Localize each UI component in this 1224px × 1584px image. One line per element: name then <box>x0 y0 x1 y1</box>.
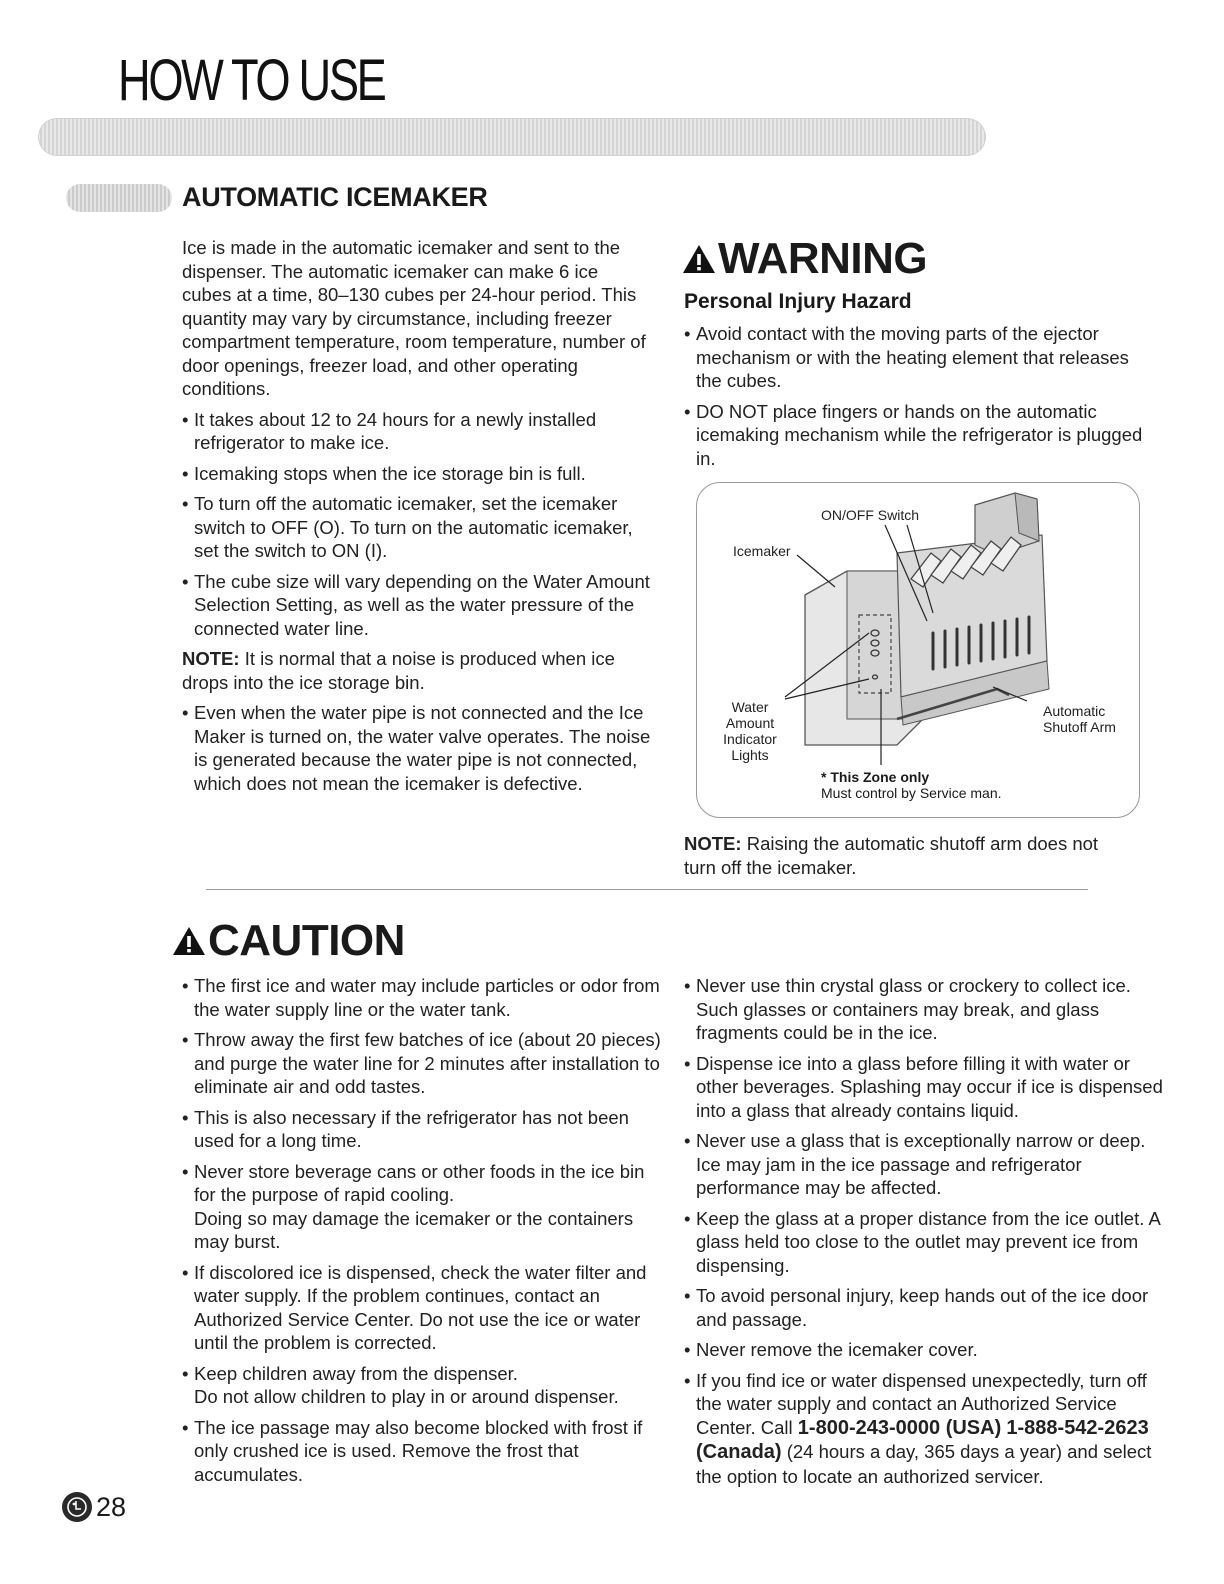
page-number: 28 <box>96 1492 127 1522</box>
list-item: • Never use thin crystal glass or crockery to collect ice. Such glasses or containers may break, and glass fragments could be in the ice. <box>684 974 1164 1045</box>
note-text: Raising the automatic shutoff arm does not turn off the icemaker. <box>684 833 1099 878</box>
list-item <box>182 1416 662 1487</box>
list-item: • Icemaking stops when the ice storage bin is full. <box>182 462 652 486</box>
list-item <box>684 1369 1164 1489</box>
caution-right-column <box>684 974 1164 1495</box>
item-text: This is also necessary if the refrigerator has not been used for a long time. <box>194 1106 629 1151</box>
list-item: • Never use a glass that is exceptionally narrow or deep. Ice may jam in the ice passage and refrigerator performance may be affected. <box>684 1129 1164 1200</box>
warning-triangle-icon <box>172 925 206 957</box>
list-item: • Even when the water pipe is not connected and the Ice Maker is turned on, the water valve operates. The noise is generated because the water pipe is not connected, which does not mean the icemaker is defective. <box>182 701 652 795</box>
zone-note <box>821 769 1002 801</box>
caution-title-text: CAUTION <box>208 916 405 965</box>
item-text: Never store beverage cans or other foods in the ice bin for the purpose of rapid cooling. <box>194 1160 645 1205</box>
item-text: Throw away the first few batches of ice (about 20 pieces) and purge the water line for 2 minutes after installation to eliminate air and odd tastes. <box>194 1029 661 1097</box>
list-item <box>182 1106 662 1153</box>
label-icemaker: Icemaker <box>733 543 791 559</box>
label-water-line-3: Indicator <box>723 731 777 747</box>
list-item: • Keep the glass at a proper distance from the ice outlet. A glass held too close to the outlet may prevent ice from dispensing. <box>684 1207 1164 1278</box>
label-on-off-switch: ON/OFF Switch <box>821 507 920 523</box>
warning-bullets <box>684 322 1144 477</box>
item-continuation: Doing so may damage the icemaker or the containers may burst. <box>194 1207 634 1252</box>
icemaker-description <box>182 236 652 802</box>
item-text-end: (24 hours a day, 365 days a year) and select the option to locate an authorized servicer. <box>696 1441 1152 1487</box>
zone-text: Must control by Service man. <box>821 785 1002 801</box>
item-text: If discolored ice is dispensed, check the water filter and water supply. If the problem continues, contact an Authorized Service Center. Do not use the ice or water until the problem is corrected. <box>194 1261 647 1353</box>
list-item <box>182 1160 662 1254</box>
warning-title-text: WARNING <box>718 234 928 283</box>
list-item: • The cube size will vary depending on the Water Amount Selection Setting, as well as the water pressure of the connected water line. <box>182 570 652 641</box>
header-bar <box>38 118 986 156</box>
warning-title <box>682 234 927 284</box>
list-item <box>182 1261 662 1355</box>
item-text: The ice passage may also become blocked with frost if only crushed ice is used. Remove the frost that accumulates. <box>194 1416 643 1485</box>
label-shutoff-arm <box>1043 703 1116 735</box>
phone-usa: 1-800-243-0000 (USA) <box>797 1416 1002 1439</box>
caution-left-column <box>182 974 662 1493</box>
list-item <box>182 1028 662 1099</box>
section-divider <box>206 889 1088 890</box>
lg-logo-icon <box>62 1492 92 1522</box>
list-item: • Avoid contact with the moving parts of the ejector mechanism or with the heating element that releases the cubes. <box>684 322 1144 393</box>
label-water-line-4: Lights <box>731 747 769 763</box>
list-item: • To avoid personal injury, keep hands out of the ice door and passage. <box>684 1284 1164 1331</box>
caution-title <box>172 916 405 966</box>
list-item: • It takes about 12 to 24 hours for a newly installed refrigerator to make ice. <box>182 408 652 455</box>
label-arm-line-2: Shutoff Arm <box>1043 719 1116 735</box>
section-title: AUTOMATIC ICEMAKER <box>182 182 488 212</box>
shutoff-arm-note <box>684 832 1114 879</box>
warning-triangle-icon <box>682 243 716 275</box>
label-water-line-1: Water <box>731 699 769 715</box>
list-item <box>182 1362 662 1409</box>
icemaker-bullets <box>182 408 652 641</box>
list-item: • DO NOT place fingers or hands on the automatic icemaking mechanism while the refrigerator is plugged in. <box>684 400 1144 471</box>
note-label: NOTE: <box>684 833 742 854</box>
label-water-line-2: Amount <box>725 715 775 731</box>
item-text: The first ice and water may include particles or odor from the water supply line or the water tank. <box>194 975 660 1020</box>
note-label: NOTE: <box>182 648 240 669</box>
zone-title: * This Zone only <box>821 769 930 785</box>
label-arm-line-1: Automatic <box>1043 703 1106 719</box>
label-water-amount-indicator <box>715 699 785 763</box>
section-marker <box>66 184 172 212</box>
list-item: • Never remove the icemaker cover. <box>684 1338 1164 1362</box>
icemaker-diagram <box>696 482 1140 818</box>
list-item <box>182 974 662 1021</box>
phone-canada: 1-888-542-2623 (Canada) <box>696 1416 1149 1463</box>
noise-note <box>182 647 652 694</box>
note-text: It is normal that a noise is produced when ice drops into the ice storage bin. <box>182 648 615 693</box>
warning-subtitle: Personal Injury Hazard <box>684 290 912 313</box>
item-text: Keep children away from the dispenser. <box>194 1362 518 1384</box>
icemaker-illustration <box>697 483 1139 817</box>
intro-paragraph: Ice is made in the automatic icemaker and sent to the dispenser. The automatic icemaker can make 6 ice cubes at a time, 80–130 cubes per 24-hour period. This quantity may vary by circumstance, including freezer compartment temperature, room temperature, number of door openings, freezer load, and other operating conditions. <box>182 237 646 399</box>
item-continuation: Do not allow children to play in or around dispenser. <box>194 1386 619 1407</box>
icemaker-bullets-after-note <box>182 701 652 795</box>
item-text: If you find ice or water dispensed unexpectedly, turn off the water supply and contact an Authorized Service Center. Call <box>696 1369 1147 1438</box>
list-item: • To turn off the automatic icemaker, set the icemaker switch to OFF (O). To turn on the automatic icemaker, set the switch to ON (I). <box>182 492 652 563</box>
list-item: • Dispense ice into a glass before filling it with water or other beverages. Splashing may occur if ice is dispensed into a glass that already contains liquid. <box>684 1052 1164 1123</box>
page-title: HOW TO USE <box>118 48 385 113</box>
